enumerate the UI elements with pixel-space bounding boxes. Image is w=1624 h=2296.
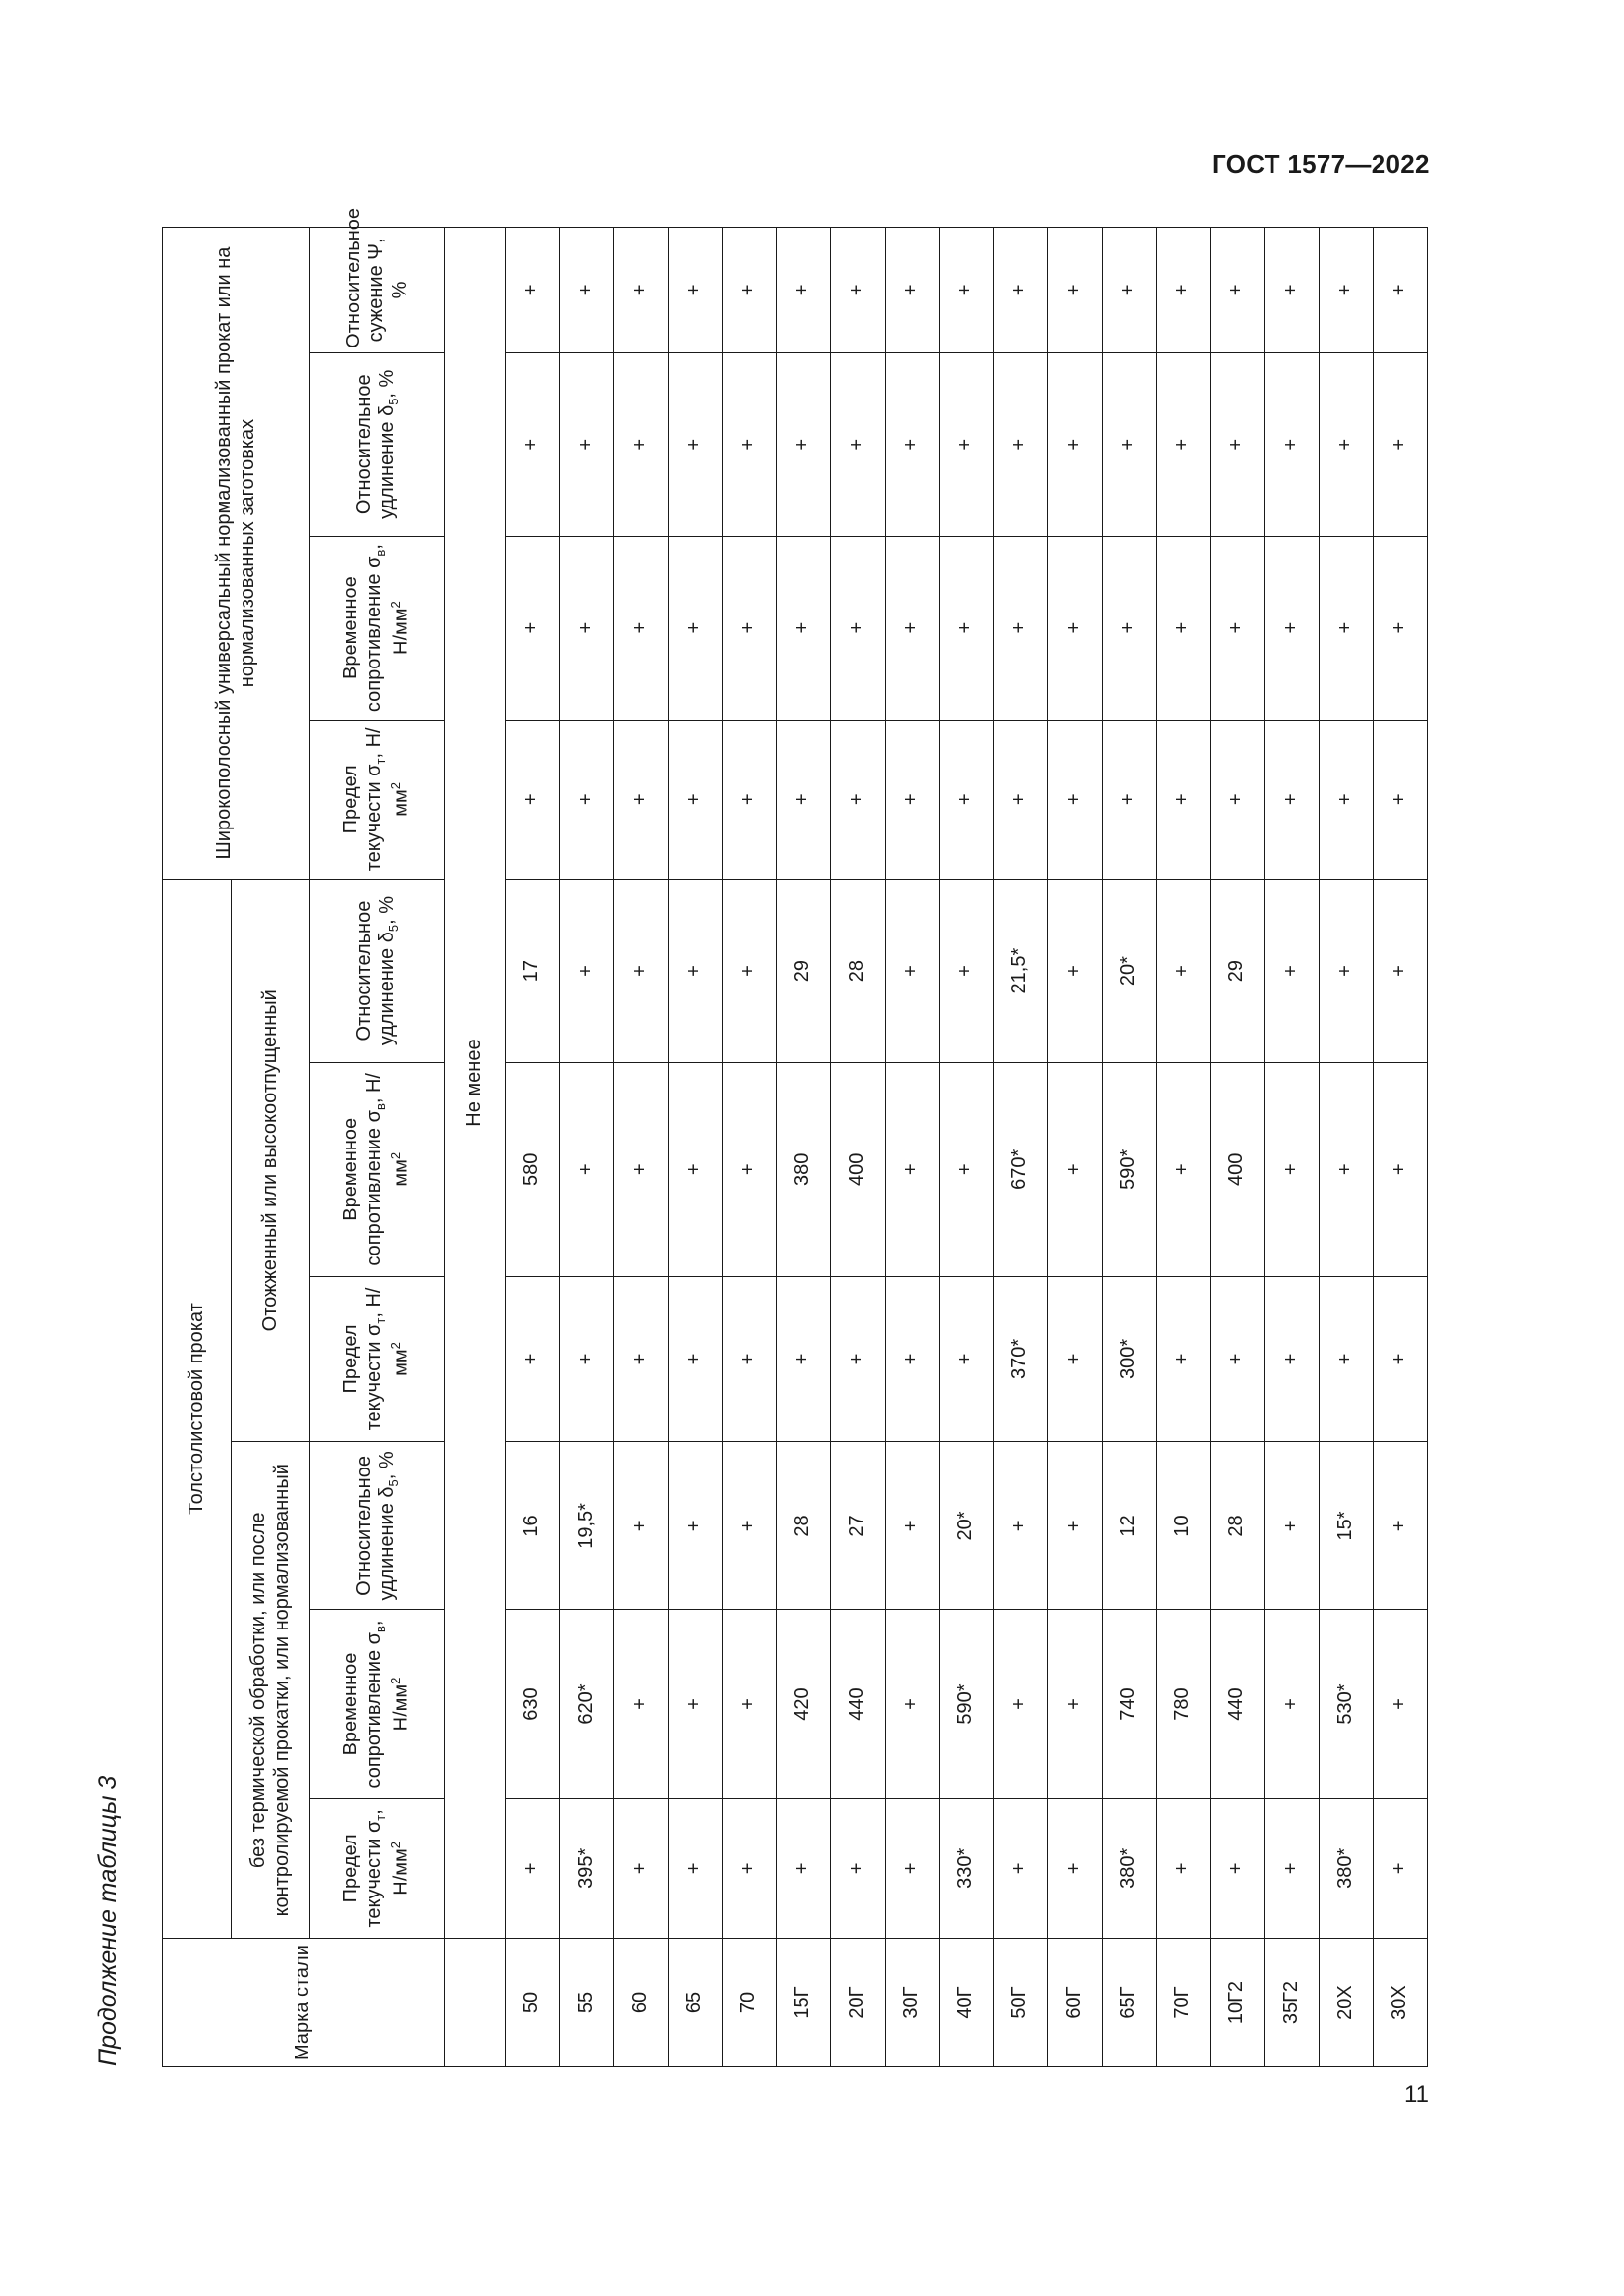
table-row bbox=[1373, 228, 1427, 2067]
value-cell: + bbox=[1048, 1276, 1102, 1442]
value-cell: 10 bbox=[1156, 1442, 1210, 1610]
value-cell: 530* bbox=[1319, 1610, 1373, 1798]
value-cell: + bbox=[560, 720, 614, 880]
value-cell: + bbox=[1373, 720, 1427, 880]
value-cell: + bbox=[939, 1276, 993, 1442]
value-cell: + bbox=[1156, 1063, 1210, 1276]
value-cell: 28 bbox=[777, 1442, 831, 1610]
grade-cell: 70Г bbox=[1156, 1939, 1210, 2067]
value-cell: + bbox=[1265, 352, 1319, 536]
value-cell: + bbox=[1048, 536, 1102, 720]
value-cell: + bbox=[831, 720, 885, 880]
value-cell: + bbox=[614, 1063, 668, 1276]
value-cell: + bbox=[614, 720, 668, 880]
value-cell: 400 bbox=[1211, 1063, 1265, 1276]
value-cell: + bbox=[1373, 352, 1427, 536]
col-yield-annealed: Предел текучести $\sigma_т$, $Н/мм^2$ bbox=[310, 1276, 445, 1442]
value-cell: + bbox=[1048, 1798, 1102, 1939]
col-elongation-normalized: Относительное удлинение $\delta_5$, % bbox=[310, 1442, 445, 1610]
value-cell: + bbox=[1373, 880, 1427, 1063]
value-cell: 620* bbox=[560, 1610, 614, 1798]
value-cell: + bbox=[560, 1276, 614, 1442]
value-cell: + bbox=[506, 352, 560, 536]
value-cell: + bbox=[722, 1610, 776, 1798]
value-cell: + bbox=[1319, 1276, 1373, 1442]
value-cell: + bbox=[1265, 1798, 1319, 1939]
value-cell: 19,5* bbox=[560, 1442, 614, 1610]
grade-header bbox=[163, 1939, 445, 2067]
value-cell: 20* bbox=[939, 1442, 993, 1610]
value-cell: + bbox=[831, 1798, 885, 1939]
value-cell: + bbox=[1265, 880, 1319, 1063]
value-cell: + bbox=[885, 536, 939, 720]
col-elongation-wide: Относительное удлинение $\delta_5$, % bbox=[310, 352, 445, 536]
value-cell: 28 bbox=[831, 880, 885, 1063]
value-cell: + bbox=[668, 352, 722, 536]
value-cell: + bbox=[668, 880, 722, 1063]
value-cell: + bbox=[1319, 352, 1373, 536]
value-cell: + bbox=[777, 1276, 831, 1442]
value-cell: + bbox=[722, 880, 776, 1063]
value-cell: 17 bbox=[506, 880, 560, 1063]
value-cell: 590* bbox=[939, 1610, 993, 1798]
value-cell: 300* bbox=[1102, 1276, 1156, 1442]
plate-subgroup-normalized bbox=[232, 1442, 310, 1939]
value-cell: + bbox=[614, 352, 668, 536]
table-row bbox=[939, 228, 993, 2067]
value-cell: + bbox=[722, 1063, 776, 1276]
value-cell: + bbox=[1211, 1276, 1265, 1442]
value-cell: 28 bbox=[1211, 1442, 1265, 1610]
value-cell: + bbox=[668, 536, 722, 720]
value-cell: + bbox=[1211, 720, 1265, 880]
value-cell: 580 bbox=[506, 1063, 560, 1276]
grade-cell: 40Г bbox=[939, 1939, 993, 2067]
value-cell: + bbox=[1102, 536, 1156, 720]
value-cell: + bbox=[1265, 1063, 1319, 1276]
value-cell: + bbox=[1211, 1798, 1265, 1939]
value-cell: + bbox=[831, 1276, 885, 1442]
value-cell: + bbox=[885, 1063, 939, 1276]
value-cell: + bbox=[831, 536, 885, 720]
value-cell: 12 bbox=[1102, 1442, 1156, 1610]
table-row bbox=[614, 228, 668, 2067]
value-cell: + bbox=[885, 880, 939, 1063]
grade-cell: 50Г bbox=[994, 1939, 1048, 2067]
value-cell: + bbox=[885, 352, 939, 536]
value-cell: + bbox=[614, 536, 668, 720]
value-cell: + bbox=[1265, 536, 1319, 720]
table-row bbox=[1319, 228, 1373, 2067]
value-cell: 380* bbox=[1319, 1798, 1373, 1939]
page-number: 11 bbox=[1404, 2081, 1429, 2108]
value-cell: + bbox=[560, 352, 614, 536]
value-cell: + bbox=[506, 1798, 560, 1939]
value-cell: + bbox=[885, 720, 939, 880]
grade-cell: 20Г bbox=[831, 1939, 885, 2067]
value-cell: + bbox=[668, 1442, 722, 1610]
value-cell: + bbox=[1265, 1276, 1319, 1442]
value-cell: + bbox=[614, 228, 668, 353]
value-cell: + bbox=[1156, 880, 1210, 1063]
value-cell: + bbox=[614, 1610, 668, 1798]
value-cell: + bbox=[1156, 228, 1210, 353]
grade-cell: 60 bbox=[614, 1939, 668, 2067]
value-cell: 29 bbox=[777, 880, 831, 1063]
value-cell: + bbox=[885, 1442, 939, 1610]
value-cell: 440 bbox=[1211, 1610, 1265, 1798]
value-cell: + bbox=[1373, 1276, 1427, 1442]
value-cell: + bbox=[1265, 1610, 1319, 1798]
plate-group-header bbox=[163, 880, 232, 1939]
table-row bbox=[506, 228, 560, 2067]
col-yield-wide: Предел текучести $\sigma_т$, $Н/мм^2$ bbox=[310, 720, 445, 880]
plate-subgroup-annealed bbox=[232, 880, 310, 1442]
value-cell: 440 bbox=[831, 1610, 885, 1798]
value-cell: 740 bbox=[1102, 1610, 1156, 1798]
wide-group-header bbox=[163, 228, 310, 880]
wide-group-label: Широкополосный универсальный нормализованный прокат или на нормализованных заготовках bbox=[212, 246, 258, 860]
value-cell: + bbox=[614, 1442, 668, 1610]
value-cell: + bbox=[1048, 352, 1102, 536]
grade-cell: 30Г bbox=[885, 1939, 939, 2067]
value-cell: + bbox=[777, 536, 831, 720]
value-cell: + bbox=[1156, 1276, 1210, 1442]
value-cell: + bbox=[506, 228, 560, 353]
value-cell: + bbox=[1048, 1063, 1102, 1276]
grade-header-label: Марка стали bbox=[292, 1945, 314, 2060]
value-cell: + bbox=[994, 228, 1048, 353]
value-cell: + bbox=[668, 228, 722, 353]
table-row bbox=[885, 228, 939, 2067]
value-cell: 27 bbox=[831, 1442, 885, 1610]
table-row bbox=[831, 228, 885, 2067]
value-cell: + bbox=[506, 536, 560, 720]
minimum-note-spacer bbox=[445, 1939, 506, 2067]
grade-cell: 55 bbox=[560, 1939, 614, 2067]
value-cell: 380* bbox=[1102, 1798, 1156, 1939]
value-cell: + bbox=[1102, 720, 1156, 880]
value-cell: 330* bbox=[939, 1798, 993, 1939]
value-cell: + bbox=[560, 228, 614, 353]
value-cell: 630 bbox=[506, 1610, 560, 1798]
value-cell: + bbox=[614, 880, 668, 1063]
value-cell: + bbox=[1156, 536, 1210, 720]
value-cell: + bbox=[994, 536, 1048, 720]
value-cell: + bbox=[668, 1798, 722, 1939]
value-cell: + bbox=[560, 1063, 614, 1276]
value-cell: + bbox=[1373, 1798, 1427, 1939]
value-cell: 15* bbox=[1319, 1442, 1373, 1610]
value-cell: + bbox=[939, 352, 993, 536]
table-row bbox=[1102, 228, 1156, 2067]
value-cell: + bbox=[1156, 1798, 1210, 1939]
value-cell: + bbox=[885, 1276, 939, 1442]
value-cell: + bbox=[506, 720, 560, 880]
table-row bbox=[1211, 228, 1265, 2067]
value-cell: + bbox=[1319, 536, 1373, 720]
value-cell: + bbox=[1319, 720, 1373, 880]
value-cell: + bbox=[777, 720, 831, 880]
value-cell: + bbox=[560, 880, 614, 1063]
table-row bbox=[1156, 228, 1210, 2067]
value-cell: + bbox=[722, 720, 776, 880]
value-cell: + bbox=[777, 352, 831, 536]
table-row bbox=[1048, 228, 1102, 2067]
grade-cell: 50 bbox=[506, 1939, 560, 2067]
table-row bbox=[777, 228, 831, 2067]
value-cell: 395* bbox=[560, 1798, 614, 1939]
value-cell: 400 bbox=[831, 1063, 885, 1276]
value-cell: + bbox=[506, 1276, 560, 1442]
value-cell: + bbox=[994, 1798, 1048, 1939]
value-cell: 420 bbox=[777, 1610, 831, 1798]
table-row bbox=[994, 228, 1048, 2067]
value-cell: + bbox=[885, 1798, 939, 1939]
table-row bbox=[668, 228, 722, 2067]
value-cell: + bbox=[668, 1276, 722, 1442]
value-cell: + bbox=[939, 880, 993, 1063]
value-cell: + bbox=[994, 1442, 1048, 1610]
value-cell: + bbox=[994, 720, 1048, 880]
value-cell: + bbox=[939, 536, 993, 720]
value-cell: + bbox=[939, 1063, 993, 1276]
value-cell: + bbox=[1265, 720, 1319, 880]
value-cell: 670* bbox=[994, 1063, 1048, 1276]
value-cell: + bbox=[1373, 1442, 1427, 1610]
value-cell: + bbox=[614, 1276, 668, 1442]
value-cell: + bbox=[939, 720, 993, 880]
value-cell: 21,5* bbox=[994, 880, 1048, 1063]
table-row bbox=[1265, 228, 1319, 2067]
value-cell: + bbox=[1048, 1442, 1102, 1610]
value-cell: + bbox=[831, 228, 885, 353]
grade-cell: 15Г bbox=[777, 1939, 831, 2067]
plate-subgroup-normalized-label: без термической обработки, или после контролируемой прокатки, или нормализованный bbox=[246, 1464, 293, 1917]
value-cell: + bbox=[1265, 228, 1319, 353]
value-cell: + bbox=[668, 1063, 722, 1276]
value-cell: + bbox=[885, 1610, 939, 1798]
value-cell: + bbox=[994, 352, 1048, 536]
col-tensile-annealed: Временное сопротивление $\sigma_в$, $Н/мм^2$ bbox=[310, 1063, 445, 1276]
grade-cell: 70 bbox=[722, 1939, 776, 2067]
value-cell: + bbox=[1102, 228, 1156, 353]
col-yield-normalized: Предел текучести $\sigma_т$, $Н/мм^2$ bbox=[310, 1798, 445, 1939]
value-cell: 29 bbox=[1211, 880, 1265, 1063]
grade-cell: 65Г bbox=[1102, 1939, 1156, 2067]
value-cell: + bbox=[722, 536, 776, 720]
value-cell: + bbox=[1048, 228, 1102, 353]
value-cell: + bbox=[777, 1798, 831, 1939]
col-elongation-annealed: Относительное удлинение $\delta_5$, % bbox=[310, 880, 445, 1063]
table-caption: Продолжение таблицы 3 bbox=[94, 1775, 122, 2066]
grade-cell: 20Х bbox=[1319, 1939, 1373, 2067]
value-cell: + bbox=[1373, 1063, 1427, 1276]
plate-subgroup-annealed-label: Отожженный или высокоотпущенный bbox=[258, 989, 281, 1332]
value-cell: + bbox=[885, 228, 939, 353]
value-cell: + bbox=[668, 1610, 722, 1798]
value-cell: + bbox=[722, 1442, 776, 1610]
value-cell: + bbox=[1048, 720, 1102, 880]
value-cell: + bbox=[1211, 352, 1265, 536]
value-cell: 590* bbox=[1102, 1063, 1156, 1276]
value-cell: + bbox=[614, 1798, 668, 1939]
value-cell: + bbox=[722, 1798, 776, 1939]
table-body bbox=[506, 228, 1428, 2067]
value-cell: + bbox=[668, 720, 722, 880]
value-cell: + bbox=[1102, 352, 1156, 536]
value-cell: + bbox=[777, 228, 831, 353]
grade-cell: 10Г2 bbox=[1211, 1939, 1265, 2067]
plate-group-label: Толстолистовой прокат bbox=[185, 1303, 207, 1516]
grade-cell: 35Г2 bbox=[1265, 1939, 1319, 2067]
value-cell: + bbox=[1265, 1442, 1319, 1610]
table-row bbox=[722, 228, 776, 2067]
value-cell: + bbox=[1373, 536, 1427, 720]
value-cell: 780 bbox=[1156, 1610, 1210, 1798]
rotated-table-container bbox=[162, 207, 1428, 2067]
mechanical-properties-table bbox=[162, 207, 1428, 2067]
value-cell: 370* bbox=[994, 1276, 1048, 1442]
value-cell: + bbox=[1156, 720, 1210, 880]
col-tensile-normalized: Временное сопротивление $\sigma_в$, $Н/мм^2$ bbox=[310, 1610, 445, 1798]
value-cell: 380 bbox=[777, 1063, 831, 1276]
value-cell: + bbox=[1319, 1063, 1373, 1276]
value-cell: + bbox=[722, 228, 776, 353]
value-cell: + bbox=[1048, 1610, 1102, 1798]
value-cell: + bbox=[1211, 228, 1265, 353]
value-cell: + bbox=[831, 352, 885, 536]
value-cell: + bbox=[1319, 880, 1373, 1063]
value-cell: + bbox=[1319, 228, 1373, 353]
col-tensile-wide: Временное сопротивление $\sigma_в$, $Н/мм^2$ bbox=[310, 536, 445, 720]
value-cell: 20* bbox=[1102, 880, 1156, 1063]
value-cell: + bbox=[939, 228, 993, 353]
value-cell: + bbox=[1373, 1610, 1427, 1798]
value-cell: + bbox=[1048, 880, 1102, 1063]
value-cell: + bbox=[1211, 536, 1265, 720]
value-cell: + bbox=[722, 1276, 776, 1442]
col-reduction-wide: Относительное сужение Ψ, % bbox=[310, 228, 445, 353]
caption-wrapper bbox=[94, 1776, 123, 2066]
value-cell: + bbox=[722, 352, 776, 536]
value-cell: + bbox=[1373, 228, 1427, 353]
value-cell: 16 bbox=[506, 1442, 560, 1610]
grade-cell: 60Г bbox=[1048, 1939, 1102, 2067]
value-cell: + bbox=[560, 536, 614, 720]
grade-cell: 30Х bbox=[1373, 1939, 1427, 2067]
minimum-note-label: Не менее bbox=[462, 1039, 485, 1127]
value-cell: + bbox=[994, 1610, 1048, 1798]
table-row bbox=[560, 228, 614, 2067]
value-cell: + bbox=[1156, 352, 1210, 536]
grade-cell: 65 bbox=[668, 1939, 722, 2067]
document-id: ГОСТ 1577—2022 bbox=[1212, 149, 1430, 179]
minimum-note bbox=[445, 228, 506, 1939]
